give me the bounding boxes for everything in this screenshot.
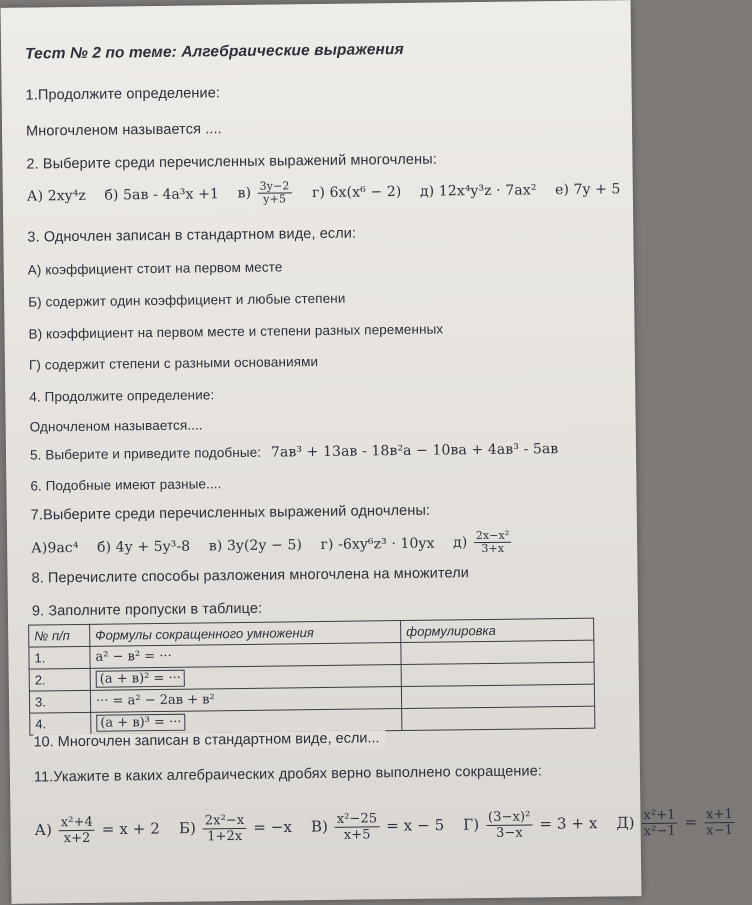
q11-option-b-rhs: = −x xyxy=(253,817,293,837)
q11-option-a-numerator: x²+4 xyxy=(59,815,95,831)
question-2-options xyxy=(27,176,635,208)
q11-option-e-equals: = xyxy=(684,812,698,832)
question-3-prompt: 3. Одночлен записан в стандартном виде, если: xyxy=(27,225,357,246)
question-1-prompt: 1.Продолжите определение: xyxy=(25,85,221,104)
q11-option-a-rhs: = x + 2 xyxy=(101,819,161,839)
table-row-wording[interactable] xyxy=(401,662,594,686)
q11-option-e-denominator: x²−1 xyxy=(643,823,676,840)
q7-option-a: А)9ac⁴ xyxy=(31,539,79,557)
q2-option-a: А) 2xy⁴z xyxy=(26,187,86,205)
table-row-formula-text: (a + в)² = ··· xyxy=(96,670,185,688)
q11-option-d-rhs: = 3 + x xyxy=(539,814,598,833)
table-header-formula: Формулы сокращенного умножения xyxy=(90,621,401,647)
question-5-prompt: 5. Выберите и приведите подобные: xyxy=(29,444,262,463)
q11-option-c-denominator: x+5 xyxy=(343,827,371,843)
table-row-formula-text: (a + в)³ = ··· xyxy=(96,714,185,732)
formulas-table xyxy=(28,618,595,736)
q11-option-e-rhs-denominator: x−1 xyxy=(706,822,734,839)
q2-option-f: е) 7y + 5 xyxy=(554,180,621,198)
q7-option-e-numerator: 2x−x² xyxy=(474,530,512,543)
question-7-prompt: 7.Выберите среди перечисленных выражений одночлены: xyxy=(30,502,431,524)
q11-option-c-fraction xyxy=(335,811,380,843)
question-11-options xyxy=(34,807,751,847)
q11-option-a-fraction xyxy=(59,815,95,846)
question-4-text: Одночленом называется.... xyxy=(29,417,203,435)
table-header-wording: формулировка xyxy=(401,618,594,642)
q11-option-b-numerator: 2x²−x xyxy=(203,813,247,830)
table-row-wording[interactable] xyxy=(401,684,594,708)
q2-option-b: б) 5ав - 4a³x +1 xyxy=(104,185,220,204)
table-header-number: № п/п xyxy=(29,624,90,647)
q11-option-c-rhs: = x − 5 xyxy=(386,816,445,835)
q7-option-b: б) 4y + 5y³-8 xyxy=(96,538,191,556)
q2-option-c-numerator: 3y−2 xyxy=(257,180,291,193)
question-2-prompt: 2. Выберите среди перечисленных выражений многочлены: xyxy=(26,151,437,173)
q11-option-c-label: В) xyxy=(310,817,329,836)
q7-option-c: в) 3y(2y − 5) xyxy=(208,536,303,554)
q7-option-d: г) -6xy⁶z³ · 10yx xyxy=(320,535,435,553)
question-5 xyxy=(30,441,559,463)
q11-option-a-label: А) xyxy=(34,820,53,840)
table-row-number: 3. xyxy=(29,690,90,713)
q2-option-c-label: в) xyxy=(237,185,252,202)
q7-option-e-denominator: 3+x xyxy=(481,541,505,556)
question-6: 6. Подобные имеют разные.... xyxy=(30,476,222,494)
question-8: 8. Перечислите способы разложения многочлена на множители xyxy=(31,565,470,587)
table-row-number: 1. xyxy=(29,646,90,669)
question-10: 10. Многочлен записан в стандартном виде, если... xyxy=(33,730,385,750)
q11-option-e-rhs-fraction xyxy=(704,807,735,838)
q7-option-e-label: д) xyxy=(452,534,468,551)
q3-option-a: А) коэффициент стоит на первом месте xyxy=(27,259,283,278)
q11-option-b-fraction xyxy=(203,813,247,845)
q7-option-e-fraction xyxy=(474,530,512,555)
question-9-prompt: 9. Заполните пропуски в таблице: xyxy=(31,600,263,620)
q3-option-d: Г) содержит степени с разными основаниями xyxy=(28,354,319,373)
table-row-wording[interactable] xyxy=(402,706,595,730)
q3-option-b: Б) содержит один коэффициент и любые степени xyxy=(28,290,346,310)
table-row-number: 4. xyxy=(30,712,91,735)
q11-option-d-numerator: (3−x)² xyxy=(486,809,533,826)
q11-option-e-rhs-numerator: x+1 xyxy=(704,807,735,823)
table-row-formula: a² − в² = ··· xyxy=(90,643,401,669)
question-1-text: Многочленом называется .... xyxy=(25,121,222,140)
test-sheet xyxy=(1,0,734,904)
q11-option-c-numerator: x²−25 xyxy=(335,811,380,828)
q3-option-c: В) коэффициент на первом месте и степени разных переменных xyxy=(28,321,444,342)
question-4-prompt: 4. Продолжите определение: xyxy=(29,387,215,405)
q11-option-d-denominator: 3−x xyxy=(495,825,523,841)
q11-option-d-label: Г) xyxy=(463,815,480,834)
table-row-wording[interactable] xyxy=(401,640,594,664)
q11-option-b xyxy=(179,812,293,844)
q7-option-e xyxy=(453,530,514,556)
q11-option-a xyxy=(34,814,160,847)
question-11-prompt: 11.Укажите в каких алгебраических дробях верно выполнено сокращение: xyxy=(33,763,543,786)
q2-option-c-fraction xyxy=(257,180,291,205)
q2-option-d: г) 6x(x⁶ − 2) xyxy=(311,183,402,201)
table-row-number: 2. xyxy=(29,668,90,691)
question-5-expression: 7ав³ + 13ав - 18в²а − 10ва + 4ав³ - 5ав xyxy=(270,441,559,461)
question-7-options xyxy=(31,529,528,560)
q11-option-e-numerator: x²+1 xyxy=(641,808,677,824)
table-row-formula: ··· = a² − 2aв + в² xyxy=(90,687,401,713)
q11-option-e xyxy=(616,807,737,839)
q11-option-b-denominator: 1+2x xyxy=(207,828,243,845)
q11-option-c xyxy=(311,811,445,844)
q2-option-e: д) 12x⁴y³z · 7ax² xyxy=(419,181,537,200)
q11-option-e-label: Д) xyxy=(616,813,635,832)
q11-option-d-fraction xyxy=(486,809,533,841)
q11-option-d xyxy=(463,809,598,842)
page-title: Тест № 2 по теме: Алгебраические выражения xyxy=(25,40,404,63)
q11-option-b-label: Б) xyxy=(178,819,197,838)
q11-option-e-fraction xyxy=(641,808,677,839)
q11-option-a-denominator: x+2 xyxy=(63,830,91,847)
q2-option-c xyxy=(237,180,293,206)
q2-option-c-denominator: y+5 xyxy=(263,192,287,206)
